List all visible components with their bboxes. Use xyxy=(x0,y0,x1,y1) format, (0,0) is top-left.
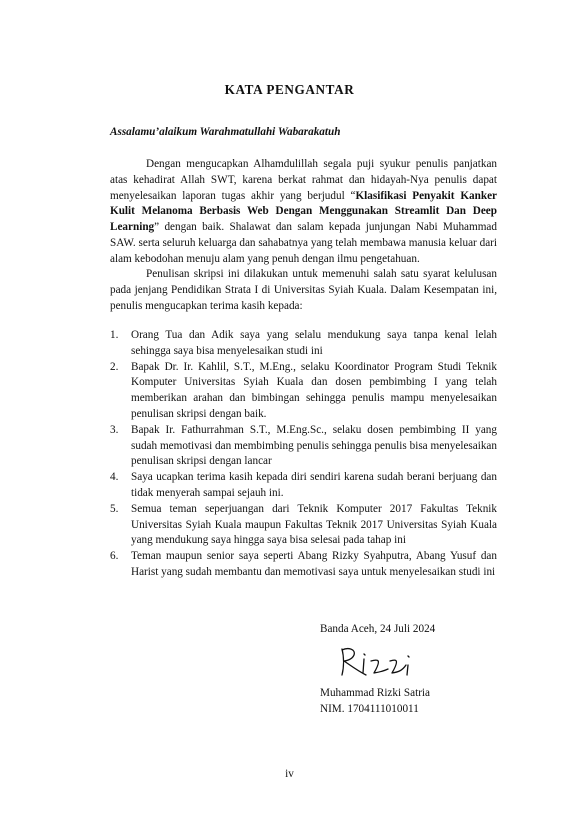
signatory-nim: NIM. 1704111010011 xyxy=(320,702,419,715)
list-number: 1. xyxy=(110,329,119,341)
list-text: Saya ucapkan terima kasih kepada diri sendiri karena sudah berani berjuang dan tidak menyerah sampai sejauh ini. xyxy=(131,471,497,499)
signatory-name: Muhammad Rizki Satria xyxy=(320,687,430,699)
list-text: Orang Tua dan Adik saya yang selalu mendukung saya tanpa kenal lelah sehingga saya bisa menyelesaikan studi ini xyxy=(131,329,497,357)
paragraph-1 xyxy=(110,157,497,268)
greeting: Assalamu’alaikum Warahmatullahi Wabarakatuh xyxy=(110,126,341,138)
list-text: Bapak Dr. Ir. Kahlil, S.T., M.Eng., selaku Koordinator Program Studi Teknik Komputer Universitas Syiah Kuala dan dosen pembimbing I yang telah memberikan arahan dan bimbingan sehingga penulis mampu menyelesaikan penulisan skripsi dengan baik. xyxy=(131,360,497,420)
handwritten-signature xyxy=(336,645,432,681)
page-number: iv xyxy=(285,768,294,780)
paragraph-2: Penulisan skripsi ini dilakukan untuk memenuhi salah satu syarat kelulusan pada jenjang Pendidikan Strata I di Universitas Syiah Kuala. Dalam Kesempatan ini, penulis mengucapkan terima kasih kepada: xyxy=(110,268,497,312)
signatory xyxy=(320,686,430,718)
paragraph-1-before: Dengan mengucapkan Alhamdulillah segala puji syukur penulis panjatkan atas kehadirat Allah SWT, karena berkat rahmat dan hidayah-Nya penulis dapat menyelesaikan laporan tugas akhir yang berjudul “ xyxy=(110,158,497,202)
list-item xyxy=(110,360,497,423)
paragraph-1-after: ” dengan baik. Shalawat dan salam kepada junjungan Nabi Muhammad SAW. serta seluruh keluarga dan sahabatnya yang telah membawa manusia keluar dari alam kebodohan menuju alam yang penuh dengan ilmu pengetahuan. xyxy=(110,221,497,265)
list-item xyxy=(110,502,497,549)
list-number: 2. xyxy=(110,360,119,373)
list-item xyxy=(110,423,497,470)
list-number: 5. xyxy=(110,502,119,515)
list-number: 6. xyxy=(110,550,119,563)
acknowledgement-list xyxy=(110,328,497,581)
list-item xyxy=(110,549,497,581)
place-date: Banda Aceh, 24 Juli 2024 xyxy=(320,623,436,635)
list-text: Semua teman seperjuangan dari Teknik Komputer 2017 Fakultas Teknik Universitas Syiah Kuala maupun Fakultas Teknik 2017 Universitas Syiah Kuala yang mendukung saya hingga saya bisa selesai pada tahap ini xyxy=(131,502,497,547)
list-number: 3. xyxy=(110,423,119,436)
thesis-title: Klasifikasi Penyakit Kanker Kulit Melanoma Berbasis Web Dengan Menggunakan Streamlit Dan Deep Learning xyxy=(110,189,497,234)
page-title: KATA PENGANTAR xyxy=(224,82,355,97)
list-number: 4. xyxy=(110,471,119,484)
list-item xyxy=(110,328,497,360)
list-item xyxy=(110,470,497,502)
list-text: Bapak Ir. Fathurrahman S.T., M.Eng.Sc., selaku dosen pembimbing II yang sudah memotivasi dan membimbing penulis sehingga penulis bisa menyelesaikan penulisan skripsi dengan lancar xyxy=(131,423,497,468)
list-text: Teman maupun senior saya seperti Abang Rizky Syahputra, Abang Yusuf dan Harist yang sudah membantu dan memotivasi saya untuk menyelesaikan studi ini xyxy=(131,550,497,578)
